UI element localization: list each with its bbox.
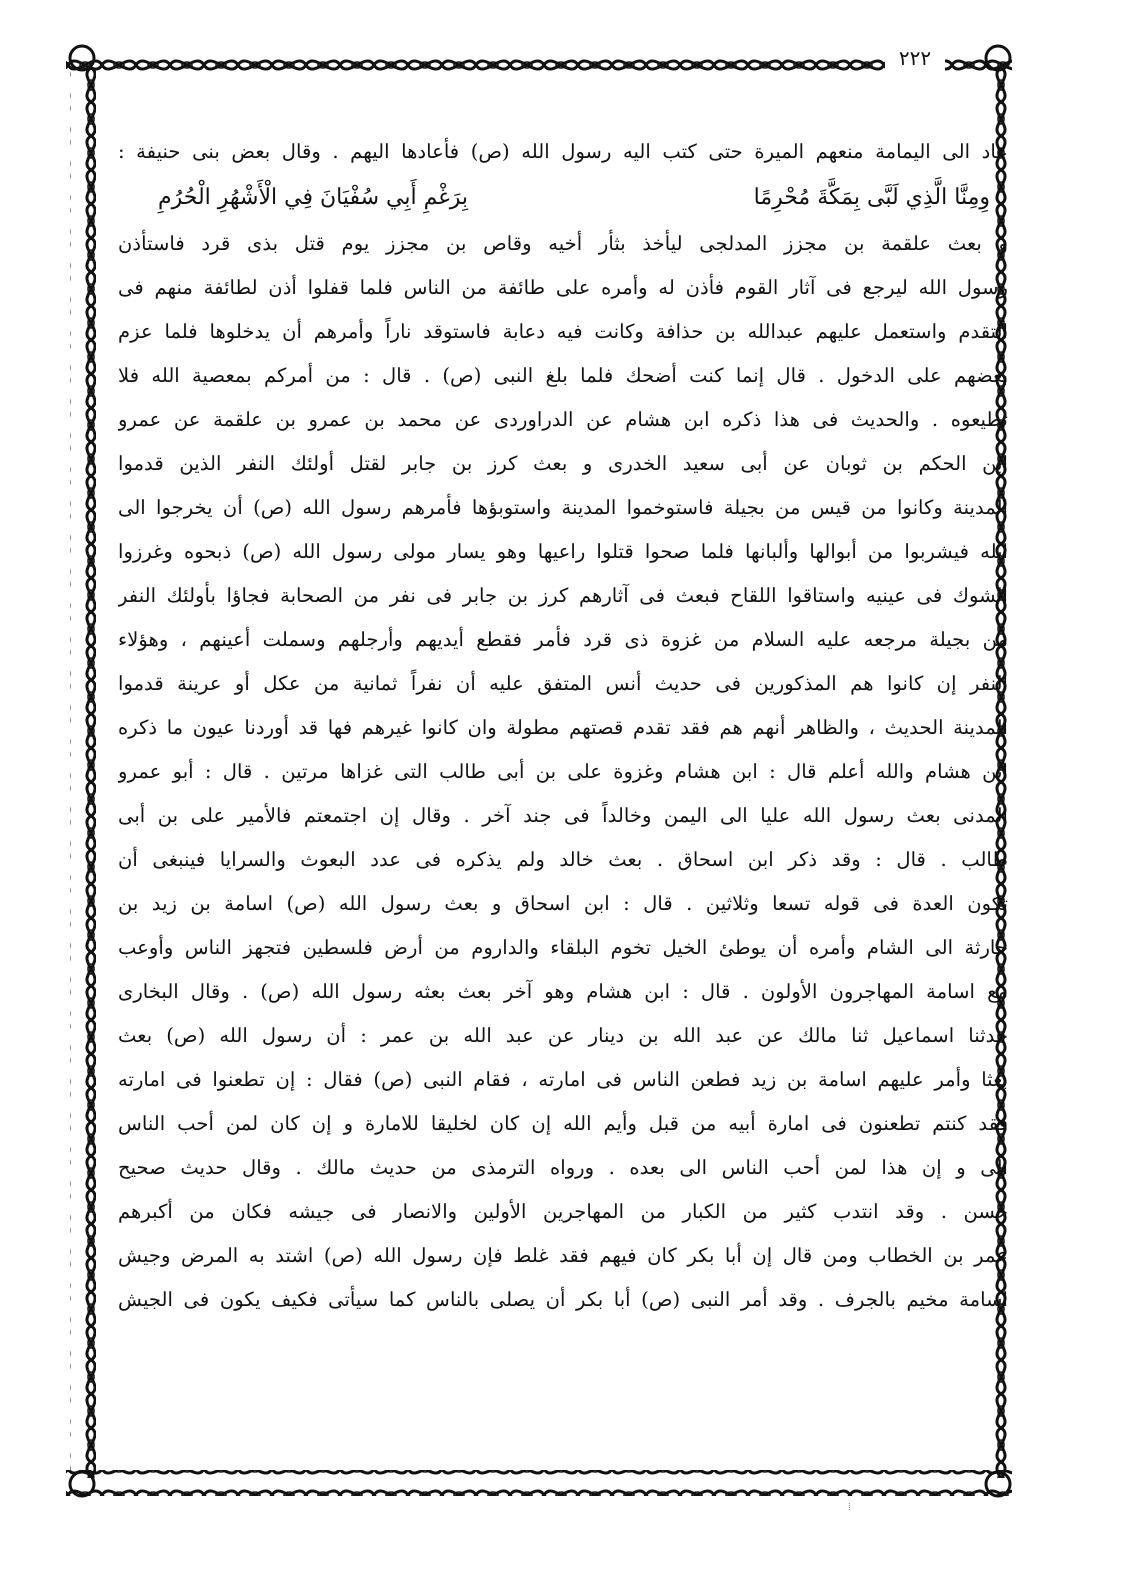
text-line: حدثنا اسماعيل ثنا مالك عن عبد الله بن دينار عن عبد الله بن عمر : أن رسول الله (ص) بعث bbox=[118, 1024, 1008, 1047]
text-line: و بعث علقمة بن مجزز المدلجى ليأخذ بثأر أخيه وقاص بن مجزز يوم قتل بذى قرد فاستأذن bbox=[118, 232, 1008, 255]
border-left bbox=[70, 68, 96, 1478]
verse-hemistich-left: بِرَغْمِ أَبِي سُفْيَانَ فِي الْأَشْهُرِ الْحُرُمِ bbox=[158, 185, 469, 210]
text-line: الى و إن هذا لمن أحب الناس الى بعده . ورواه الترمذى من حديث مالك . وقال حديث صحيح bbox=[118, 1156, 1008, 1179]
text-line: اسامة مخيم بالجرف . وقد أمر النبى (ص) أبا بكر أن يصلى بالناس كما سيأتى فكيف يكون فى الجيش bbox=[118, 1288, 1008, 1311]
text-line: حارثة الى الشام وأمره أن يوطئ الخيل تخوم البلقاء والداروم من أرض فلسطين فتجهز الناس وأوعب bbox=[118, 936, 1008, 959]
text-line: الشوك فى عينيه واستاقوا اللقاح فبعث فى آثارهم كرز بن جابر فى نفر من الصحابة فجاؤا بأولئك النفر bbox=[118, 584, 1008, 607]
text-line: رسول الله ليرجع فى آثار القوم فأذن له وأمره على طائفة من الناس فلما قفلوا أذن لطائفة منهم فى bbox=[118, 276, 1008, 299]
text-line: عمر بن الخطاب ومن قال إن أبا بكر كان فيهم فقد غلط فإن رسول الله (ص) اشتد به المرض وجيش bbox=[118, 1244, 1008, 1267]
text-line: ابن الحكم بن ثوبان عن أبى سعيد الخدرى و بعث كرز بن جابر لقتل أولئك النفر الذين قدموا bbox=[118, 452, 1008, 475]
text-line: حسن . وقد انتدب كثير من الكبار من المهاجرين الأولين والانصار فى جيشه فكان من أكبرهم bbox=[118, 1200, 1008, 1223]
text-line: فقد كنتم تطعنون فى امارة أبيه من قبل وأيم الله إن كان لخليقا للامارة و إن كان لمن أحب الناس bbox=[118, 1112, 1008, 1135]
scan-speck: ⁞ bbox=[848, 1502, 851, 1513]
main-text bbox=[118, 130, 1008, 1430]
text-line: المدينة وكانوا من قيس من بجيلة فاستوخموا المدينة واستوبؤها فأمرهم رسول الله (ص) أن يخرجوا الى bbox=[118, 496, 1008, 519]
text-line: طالب . قال : وقد ذكر ابن اسحاق . بعث خالد ولم يذكره فى عدد البعوث والسرايا فينبغى أن bbox=[118, 848, 1008, 871]
border-bottom bbox=[66, 1470, 1012, 1496]
text-line: من بجيلة مرجعه عليه السلام من غزوة ذى قرد فأمر فقطع أيديهم وأرجلهم وسملت أعينهم ، وهؤلاء bbox=[118, 628, 1008, 651]
text-line: المدينة الحديث ، والظاهر أنهم هم فقد تقدم قصتهم مطولة وان كانوا غيرهم فها قد أوردنا عيون ما ذكره bbox=[118, 716, 1008, 739]
text-line: عاد الى اليمامة منعهم الميرة حتى كتب اليه رسول الله (ص) فأعادها اليهم . وقال بعض بنى حنيفة : bbox=[118, 140, 1008, 163]
text-line: النفر إن كانوا هم المذكورين فى حديث أنس المتفق عليه أن نفراً ثمانية من عكل أو عرينة قدموا bbox=[118, 672, 1008, 695]
text-line: تكون العدة فى قوله تسعا وثلاثين . قال : ابن اسحاق و بعث رسول الله (ص) اسامة بن زيد بن bbox=[118, 892, 1008, 915]
text-line: ابن هشام والله أعلم قال : ابن هشام وغزوة على بن أبى طالب التى غزاها مرتين . قال : أبو عمرو bbox=[118, 760, 1008, 783]
verse-hemistich-right: وِمِنَّا الَّذِي لَبَّى بِمَكَّةَ مُحْرِمًا bbox=[753, 185, 990, 210]
text-line: مع اسامة المهاجرون الأولون . قال : ابن هشام وهو آخر بعث بعثه رسول الله (ص) . وقال البخارى bbox=[118, 980, 1008, 1003]
border-top bbox=[66, 46, 1012, 72]
text-line: التقدم واستعمل عليهم عبدالله بن حذافة وكانت فيه دعابة فاستوقد ناراً وأمرهم أن يدخلوها فلما عزم bbox=[118, 320, 1008, 343]
text-line: بعضهم على الدخول . قال إنما كنت أضحك فلما بلغ النبى (ص) . قال : من أمركم بمعصية الله فلا bbox=[118, 364, 1008, 387]
text-line: المدنى بعث رسول الله عليا الى اليمن وخالداً فى جند آخر . وقال إن اجتمعتم فالأمير على بن أبى bbox=[118, 804, 1008, 827]
page-number: ٢٢٢ bbox=[885, 44, 945, 72]
text-line: ابله فيشربوا من أبوالها وألبانها فلما صحوا قتلوا راعيها وهو يسار مولى رسول الله (ص) ذبحوه وغرزوا bbox=[118, 540, 1008, 563]
text-line: بعثا وأمر عليهم اسامة بن زيد فطعن الناس فى امارته ، فقام النبى (ص) فقال : إن تطعنوا فى امارته bbox=[118, 1068, 1008, 1091]
poetry-verse bbox=[118, 174, 1008, 222]
text-line: تطيعوه . والحديث فى هذا ذكره ابن هشام عن الدراوردى عن محمد بن عمرو بن علقمة عن عمرو bbox=[118, 408, 1008, 431]
